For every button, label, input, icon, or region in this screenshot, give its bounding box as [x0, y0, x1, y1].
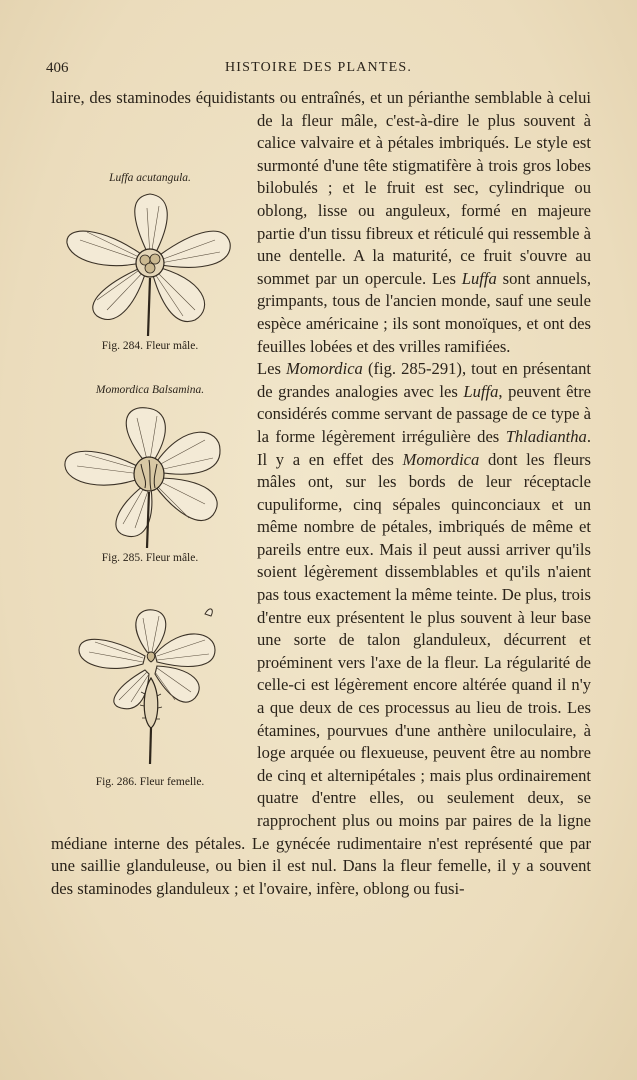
figure-caption: Fig. 284. Fleur mâle.: [101, 340, 199, 352]
body-text: [51, 87, 591, 900]
figure-caption: Fig. 286. Fleur femelle.: [95, 776, 205, 789]
genus-name: Luffa: [461, 268, 497, 288]
male-flower-momordica-icon: [55, 400, 245, 550]
figure-285: [51, 358, 249, 604]
male-flower-luffa-icon: [55, 188, 245, 338]
text-run: laire, des staminodes équidistants ou entraînés, et un périanthe semblable à celui de la fleur mâle, c'est-à-dire le plus souvent à calice valvaire et à pétales imbriqués. Le style est surmonté d'une tête stigmatifère à trois gros lobes bilobulés ; et le fruit est sec, cylindrique ou oblong, lisse ou anguleux, formé en majeure partie d'un tissu fibreux et réticulé qui ressemble à une dentelle. A la maturité, ce fruit s'ouvre au sommet par un opercule. Les: [51, 88, 591, 288]
text-run: (fig. 285-291), tout en présentant de grandes analogies avec les: [257, 359, 592, 401]
page-number: 406: [46, 60, 69, 76]
text-run: , peuvent être considérés comme servant de passage de ce type à la forme légèrement irrégulière des: [257, 381, 592, 446]
female-flower-momordica-icon: [55, 604, 245, 774]
figure-caption: Fig. 285. Fleur mâle.: [101, 552, 199, 565]
figure-284: [51, 132, 249, 358]
genus-name: Momordica: [402, 449, 480, 469]
text-run: dont les fleurs mâles ont, sur les bords de leur réceptacle cupuliforme, cinq sépales quinconciaux et un même nombre de pétales, imbriqués de même et pareils entre eux. Mais il peut aussi arriver qu'ils soient légèrement dissemblables et qu'ils n'aient pas tous exactement la même teinte. De plus, trois d'entre eux présentent le plus souvent à leur base une sorte de talon glanduleux, décurrent et proéminent vers l'axe de la fleur. La régularité de celle-ci est légèrement encore altérée quand il n'y a que deux de ces processus au lieu de trois. Les étamines, pourvues d'une anthère uniloculaire, à loge arquée ou flexueuse, peuvent être au nombre de cinq et alternipétales ; mais plus ordinairement quatre d'entre elles, ou seulement deux, se rapprochent plus ou moins par paires de la ligne médiane interne des pétales. Le gynécée rudimentaire n'est représenté que par une saillie glanduleuse, ou bien il est nul. Dans la fleur femelle, il y a souvent des staminodes glanduleux ; et l'ovaire, infère, oblong ou fusi-: [51, 449, 591, 898]
genus-name: Thladiantha: [505, 426, 587, 446]
genus-name: Momordica: [286, 359, 363, 379]
figure-286: [51, 604, 249, 815]
genus-name: Luffa: [463, 381, 499, 401]
running-title: HISTOIRE DES PLANTES.: [224, 60, 413, 75]
page-header: [46, 60, 591, 82]
text-run: . Il y a en effet des: [257, 426, 591, 469]
figure-label: Momordica Balsamina.: [95, 384, 205, 397]
figure-label: Luffa acutangula.: [109, 172, 191, 184]
text-run: sont annuels, grimpants, tous de l'ancien monde, sauf une seule espèce américaine ; ils sont monoïques, et ont des feuilles lobées et des vrilles ramifiées.: [257, 268, 591, 356]
text-run: Les: [257, 359, 287, 379]
